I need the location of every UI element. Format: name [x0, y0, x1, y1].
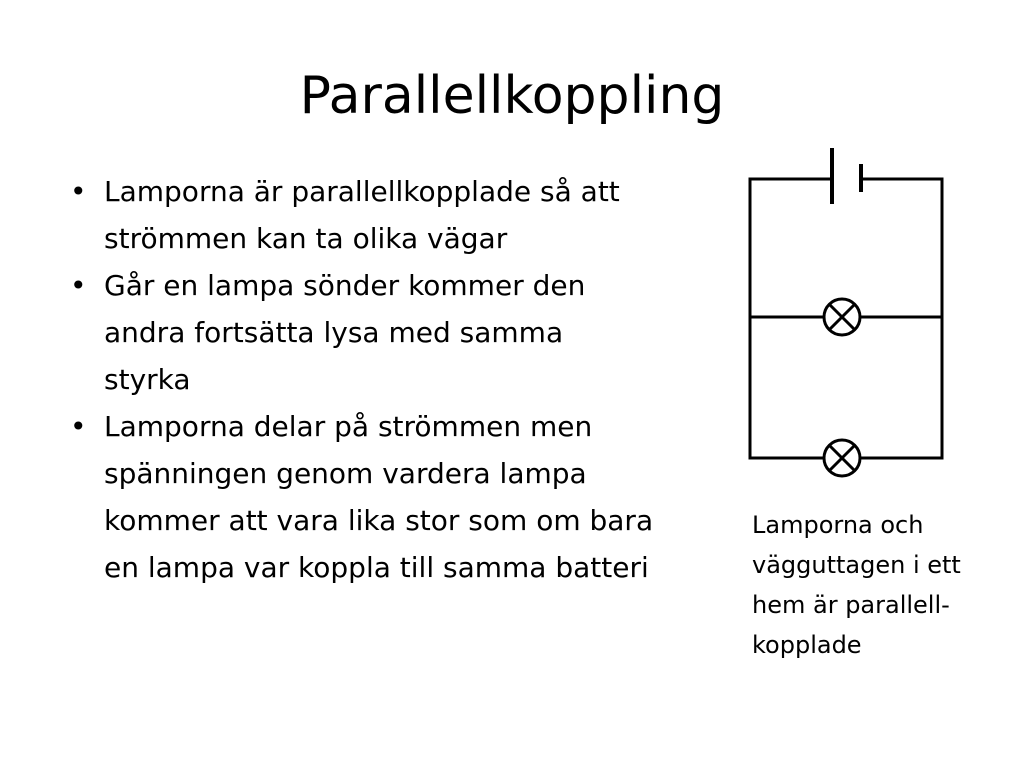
caption-line-1: Lamporna och [752, 511, 924, 539]
bullet-1-line-1: Lamporna är parallellkopplade så att [104, 175, 620, 208]
lamp-icon [824, 440, 860, 476]
bullet-marker: • [70, 175, 87, 208]
caption-line-2: vägguttagen i ett [752, 551, 961, 579]
bullet-3-line-1: Lamporna delar på strömmen men [104, 410, 593, 443]
bullet-2-line-1: Går en lampa sönder kommer den [104, 269, 586, 302]
parallel-circuit-diagram [744, 142, 964, 482]
bullet-1-line-2: strömmen kan ta olika vägar [104, 222, 508, 255]
bullet-2-line-2: andra fortsätta lysa med samma [104, 316, 564, 349]
bullet-3-line-2: spänningen genom vardera lampa [104, 457, 587, 490]
bullet-3-line-4: en lampa var koppla till samma batteri [104, 551, 649, 584]
bullet-item-3 [68, 403, 728, 591]
caption-line-3: hem är parallell- [752, 591, 950, 619]
bullet-marker: • [70, 410, 87, 443]
bullet-2-line-3: styrka [104, 363, 191, 396]
bullet-item-2 [68, 262, 728, 403]
bullet-item-1 [68, 168, 728, 262]
bullet-marker: • [70, 269, 87, 302]
battery-icon [832, 148, 861, 204]
lamp-icon [824, 299, 860, 335]
caption-line-4: kopplade [752, 631, 862, 659]
bullet-list [68, 168, 728, 591]
slide-title: Parallellkoppling [299, 66, 725, 126]
bullet-3-line-3: kommer att vara lika stor som om bara [104, 504, 654, 537]
diagram-caption [752, 505, 1002, 665]
